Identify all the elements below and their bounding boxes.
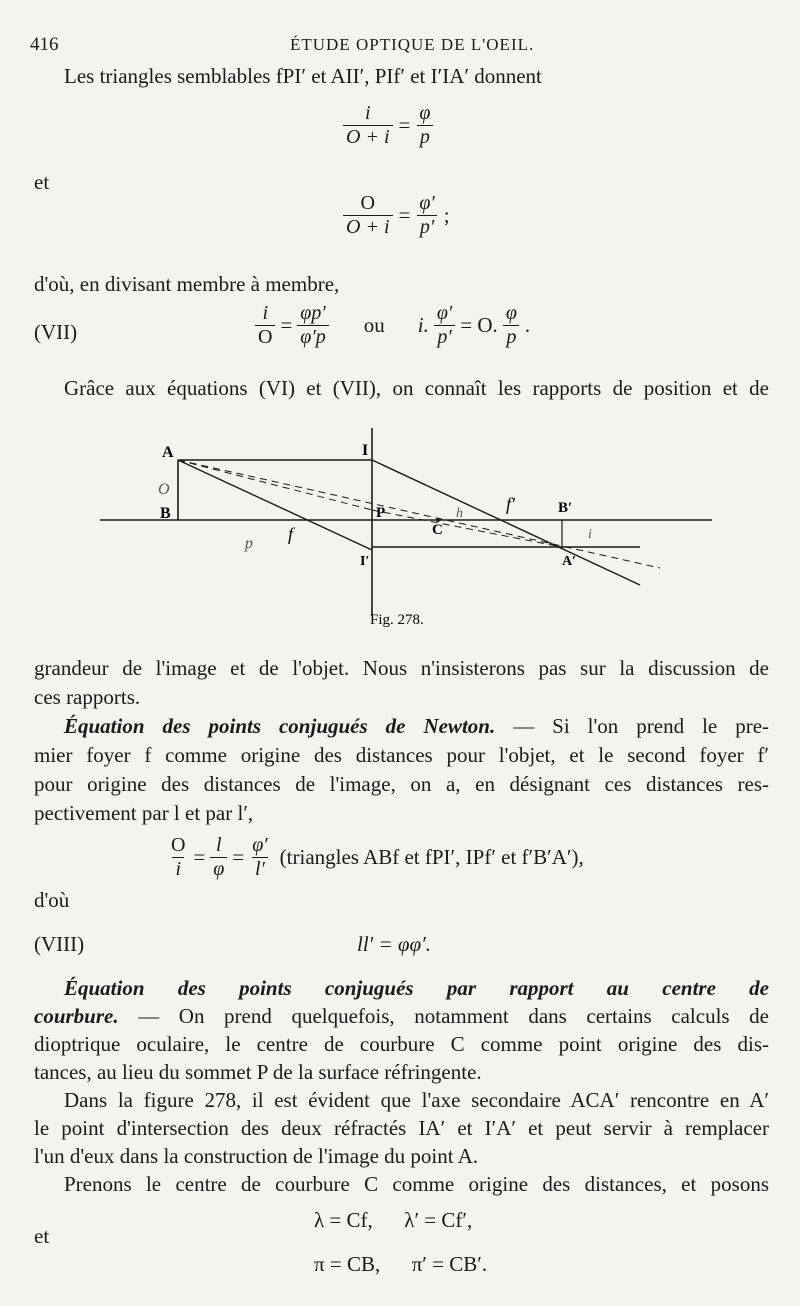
label-P: P [376, 505, 386, 521]
et-label-1: et [34, 170, 50, 194]
newton-line-4: pectivement par l et par l′, [34, 801, 254, 825]
handwritten-h: h [456, 506, 463, 521]
equation-1: $\frac{i}{O + i}$ = $\frac{\varphi}{p}$ [343, 102, 433, 149]
courbure-title-line: Équation des points conjugués par rapport au centre de [64, 976, 769, 1000]
label-f-prime: f′ [506, 494, 515, 514]
label-B-prime: B′ [558, 500, 573, 516]
ray-I-f-A [372, 460, 640, 585]
eq8-label: (VIII) [34, 932, 85, 956]
grandeur-line-2: ces rapports. [34, 685, 141, 709]
label-A: A [162, 444, 174, 461]
grandeur-line-1: grandeur de l'image et de l'objet. Nous n'insisterons pas sur la discussion de [34, 656, 769, 680]
equation-2: $\frac{O}{O + i}$ = $\frac{\varphi'}{p'}$ ; [343, 192, 450, 239]
equation-7: $\frac{i}{O}$ = $\frac{\varphi p'}{\varphi'p}$ ou i. $\frac{\varphi'}{p'}$ = O. $\frac{\varphi}{p}$ . [255, 302, 530, 349]
handwritten-p: p [245, 535, 253, 552]
page-number: 416 [30, 34, 59, 55]
dou-line-2: d'où [34, 888, 70, 912]
running-title: ÉTUDE OPTIQUE DE L'OEIL. [290, 35, 535, 54]
ray-P-A-dashed [372, 510, 562, 547]
label-I: I [362, 442, 369, 459]
newton-line-3: pour origine des distances de l'image, on a, en désignant ces distances res- [34, 772, 769, 796]
ray-A-P-dashed [178, 460, 372, 510]
et-label-2: et [34, 1224, 50, 1248]
equation-newton: $\frac{O}{i}$ = $\frac{l}{\varphi}$ = $\frac{\varphi'}{l'}$ (triangles ABf et fPI′, IPf′ et f′B′A′), [171, 834, 584, 880]
newton-title: Équation des points conjugués de Newton. [64, 714, 496, 738]
label-B: B [160, 505, 171, 522]
intro-line: Les triangles semblables fPI′ et AII′, PIf′ et I′IA′ donnent [64, 64, 542, 88]
handwritten-i: i [588, 527, 592, 542]
courbure-line-1: courbure. — On prend quelquefois, notamment dans certains calculs de [34, 1004, 769, 1028]
eq7-label: (VII) [34, 320, 78, 344]
figure-caption: Fig. 278. [370, 612, 424, 628]
label-A-prime: A′ [562, 554, 577, 569]
dou-line-1: d'où, en divisant membre à membre, [34, 272, 340, 296]
equation-8: ll′ = φφ′. [357, 932, 432, 956]
label-I-prime: I′ [360, 554, 370, 569]
dans-line-3: l'un d'eux dans la construction de l'image du point A. [34, 1144, 479, 1168]
ray-A-f-I [178, 460, 372, 550]
dans-line-1: Dans la figure 278, il est évident que l'axe secondaire ACA′ rencontre en A′ [64, 1088, 769, 1112]
newton-line-2: mier foyer f comme origine des distances pour l'objet, et le second foyer f′ [34, 743, 769, 767]
courbure-line-3: tances, au lieu du sommet P de la surface réfringente. [34, 1060, 482, 1084]
label-f: f [288, 524, 294, 544]
dans-line-2: le point d'intersection des deux réfractés IA′ et I′A′ et peut servir à remplacer [34, 1116, 769, 1140]
courbure-line-2: dioptrique oculaire, le centre de courbure C comme point origine des dis- [34, 1032, 769, 1056]
handwritten-O: O [158, 481, 170, 498]
label-C: C [432, 522, 443, 538]
figure-278 [0, 410, 800, 635]
equation-pi: π = CB, π′ = CB′. [314, 1252, 488, 1276]
equation-lambda: λ = Cf, λ′ = Cf′, [314, 1208, 473, 1232]
prenons-line: Prenons le centre de courbure C comme origine des distances, et posons [64, 1172, 769, 1196]
grace-line: Grâce aux équations (VI) et (VII), on connaît les rapports de position et de [64, 376, 769, 400]
newton-line-1: Équation des points conjugués de Newton. — Si l'on prend le pre- [64, 714, 770, 738]
